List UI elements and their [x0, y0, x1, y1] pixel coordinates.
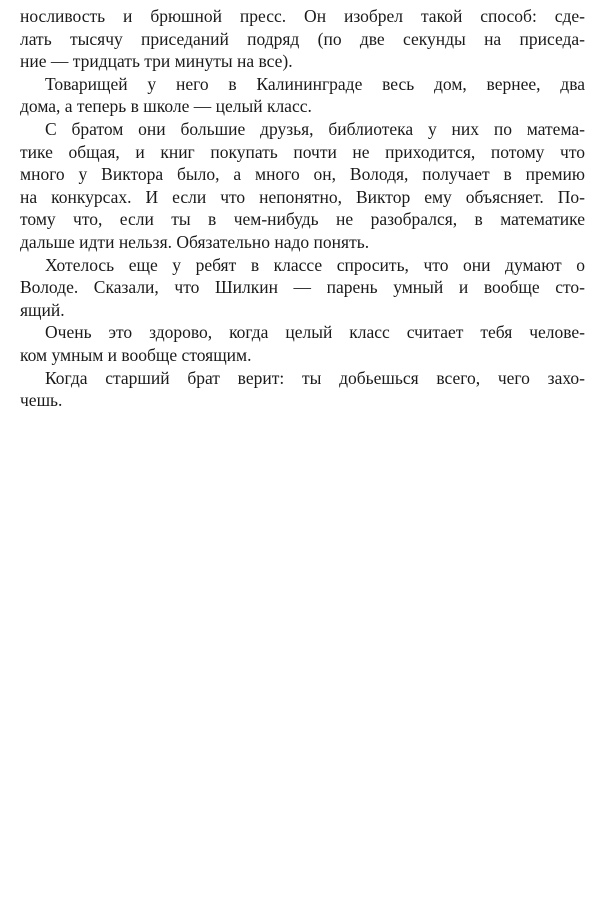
text-line: Когда старший брат верит: ты добьешься всего, чего захо- [45, 367, 585, 388]
text-line: тому что, если ты в чем-нибудь не разобрался, в математике [20, 209, 585, 230]
text-line: много у Виктора было, а много он, Володя, получает в премию [20, 164, 585, 185]
text-line: дома, а теперь в школе — целый класс. [20, 96, 312, 117]
text-line: лать тысячу приседаний подряд (по две секунды на приседа- [20, 28, 585, 49]
text-line: Очень это здорово, когда целый класс считает тебя челове- [45, 322, 585, 343]
text-line: Товарищей у него в Калининграде весь дом, вернее, два [45, 73, 585, 94]
text-line: ящий. [20, 299, 65, 320]
text-line: Хотелось еще у ребят в классе спросить, что они думают о [45, 254, 585, 275]
text-line: чешь. [20, 390, 63, 411]
text-line: носливость и брюшной пресс. Он изобрел такой способ: сде- [20, 6, 585, 26]
text-line: тике общая, и книг покупать почти не приходится, потому что [20, 141, 585, 162]
text-line: на конкурсах. И если что непонятно, Виктор ему объясняет. По- [20, 186, 585, 207]
text-line: ком умным и вообще стоящим. [20, 344, 252, 365]
text-line: ние — тридцать три минуты на все). [20, 51, 293, 72]
text-line: С братом они большие друзья, библиотека у них по матема- [45, 118, 585, 139]
text-line: дальше идти нельзя. Обязательно надо понять. [20, 231, 370, 252]
text-line: Володе. Сказали, что Шилкин — парень умный и вообще сто- [20, 277, 585, 298]
document-page [20, 5, 585, 412]
